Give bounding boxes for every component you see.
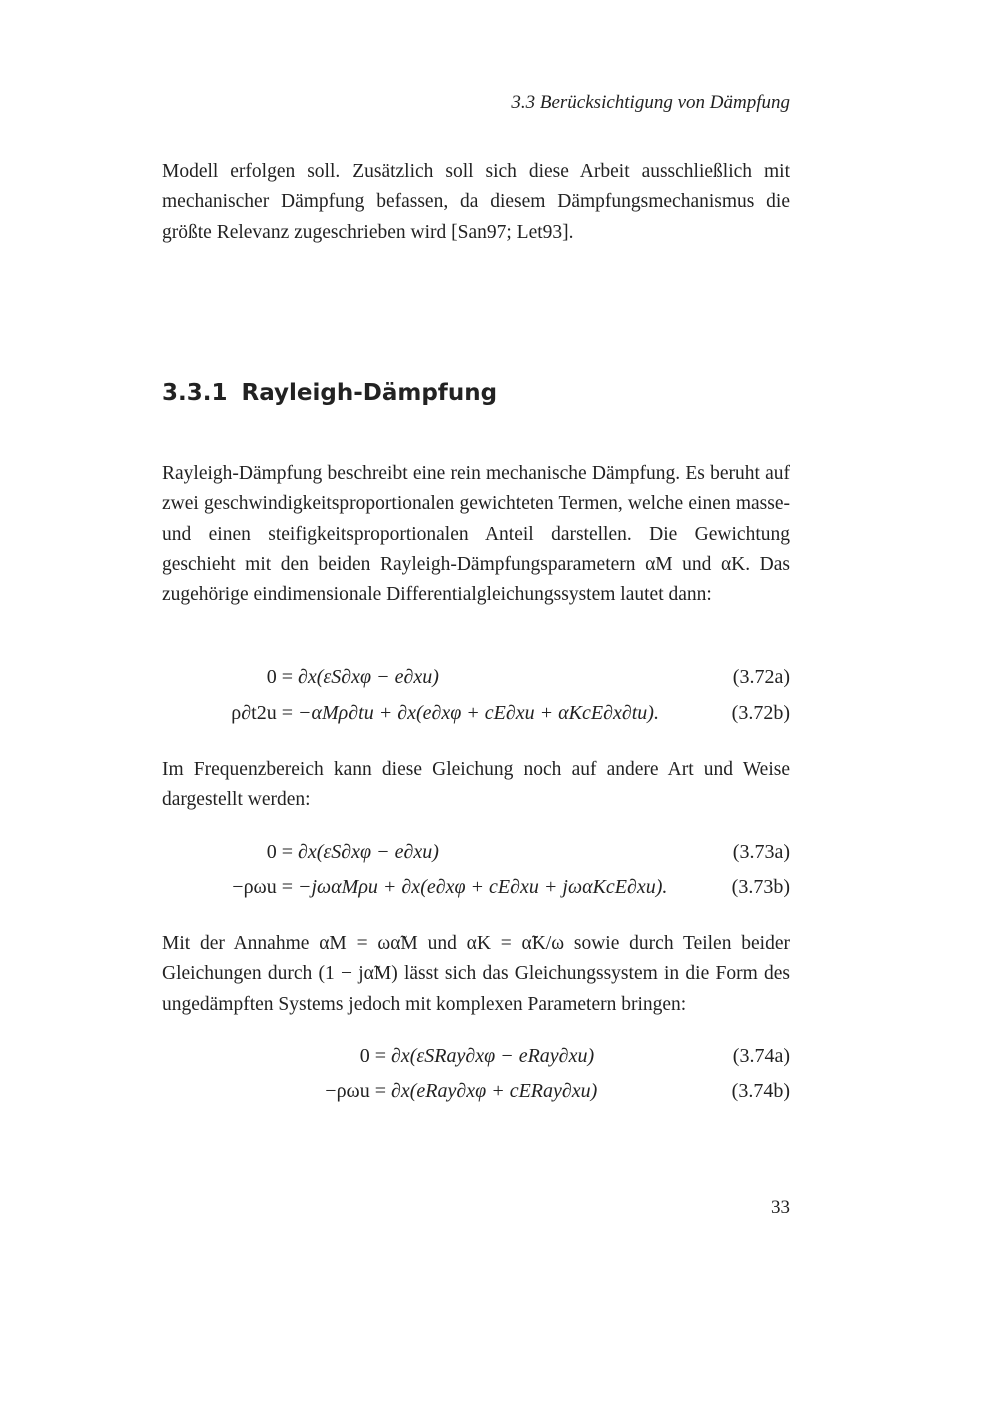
equation-number: (3.74b) (731, 1080, 790, 1102)
paragraph-frequency (162, 755, 790, 816)
equation-lhs: ρ∂t2u = (231, 702, 293, 724)
page-number: 33 (771, 1197, 790, 1218)
running-header: 3.3 Berücksichtigung von Dämpfung (511, 92, 790, 113)
equation-rhs: ∂x(εS∂xφ − e∂xu) (298, 666, 439, 688)
equation-rhs: ∂x(εSRay∂xφ − eRay∂xu) (391, 1045, 595, 1067)
equation-rhs: −jωαMρu + ∂x(e∂xφ + cE∂xu + jωαKcE∂xu). (298, 876, 668, 898)
paragraph-rayleigh-text: Rayleigh-Dämpfung beschreibt eine rein mechanische Dämpfung. Es beruht auf zwei geschwindigkeitsproportionalen gewichteten Termen, welche einen masse- und einen steifigkeitsproportionalen Anteil darstellen. Die Gewichtung geschieht mit den beiden Rayleigh-Dämpfungsparametern αM und αK. Das zugehörige eindimensionale Differentialgleichungssystem lautet dann: (162, 463, 790, 606)
section-heading (162, 380, 497, 406)
equation-rhs: −αMρ∂tu + ∂x(e∂xφ + cE∂xu + αKcE∂x∂tu). (298, 702, 659, 724)
equation-rhs: ∂x(eRay∂xφ + cERay∂xu) (391, 1080, 598, 1102)
equation-lhs: 0 = (266, 841, 293, 863)
equation-3-72b (162, 702, 790, 732)
paragraph-assumption-text: Mit der Annahme αM = ωα̃M und αK = α̃K/ω sowie durch Teilen beider Gleichungen durch (1 − jα̃M) lässt sich das Gleichungssystem in die Form des ungedämpften Systems jedoch mit komplexen Parametern bringen: (162, 933, 790, 1015)
equation-number: (3.73a) (732, 841, 790, 863)
section-title: Rayleigh-Dämpfung (241, 380, 498, 406)
equation-lhs: 0 = (359, 1045, 386, 1067)
equation-lhs: −ρωu = (325, 1080, 386, 1102)
section-number: 3.3.1 (162, 380, 228, 406)
equation-rhs: ∂x(εS∂xφ − e∂xu) (298, 841, 439, 863)
equation-number: (3.73b) (731, 876, 790, 898)
equation-3-73a (162, 841, 790, 871)
equation-3-72a (162, 666, 790, 696)
equation-number: (3.72a) (732, 666, 790, 688)
equation-lhs: 0 = (266, 666, 293, 688)
paragraph-frequency-text: Im Frequenzbereich kann diese Gleichung noch auf andere Art und Weise dargestellt werden: (162, 759, 790, 811)
paragraph-intro-text: Modell erfolgen soll. Zusätzlich soll sich diese Arbeit ausschließlich mit mechanischer Dämpfung befassen, da diesem Dämpfungsmechanismus die größte Relevanz zugeschrieben wird [San97; Let93]. (162, 161, 790, 243)
equation-number: (3.72b) (731, 702, 790, 724)
equation-3-73b (162, 876, 790, 906)
equation-3-74a (162, 1045, 790, 1075)
equation-lhs: −ρωu = (232, 876, 293, 898)
paragraph-rayleigh (162, 459, 790, 610)
equation-number: (3.74a) (732, 1045, 790, 1067)
equation-3-74b (162, 1080, 790, 1110)
paragraph-intro (162, 157, 790, 248)
paragraph-assumption (162, 929, 790, 1020)
